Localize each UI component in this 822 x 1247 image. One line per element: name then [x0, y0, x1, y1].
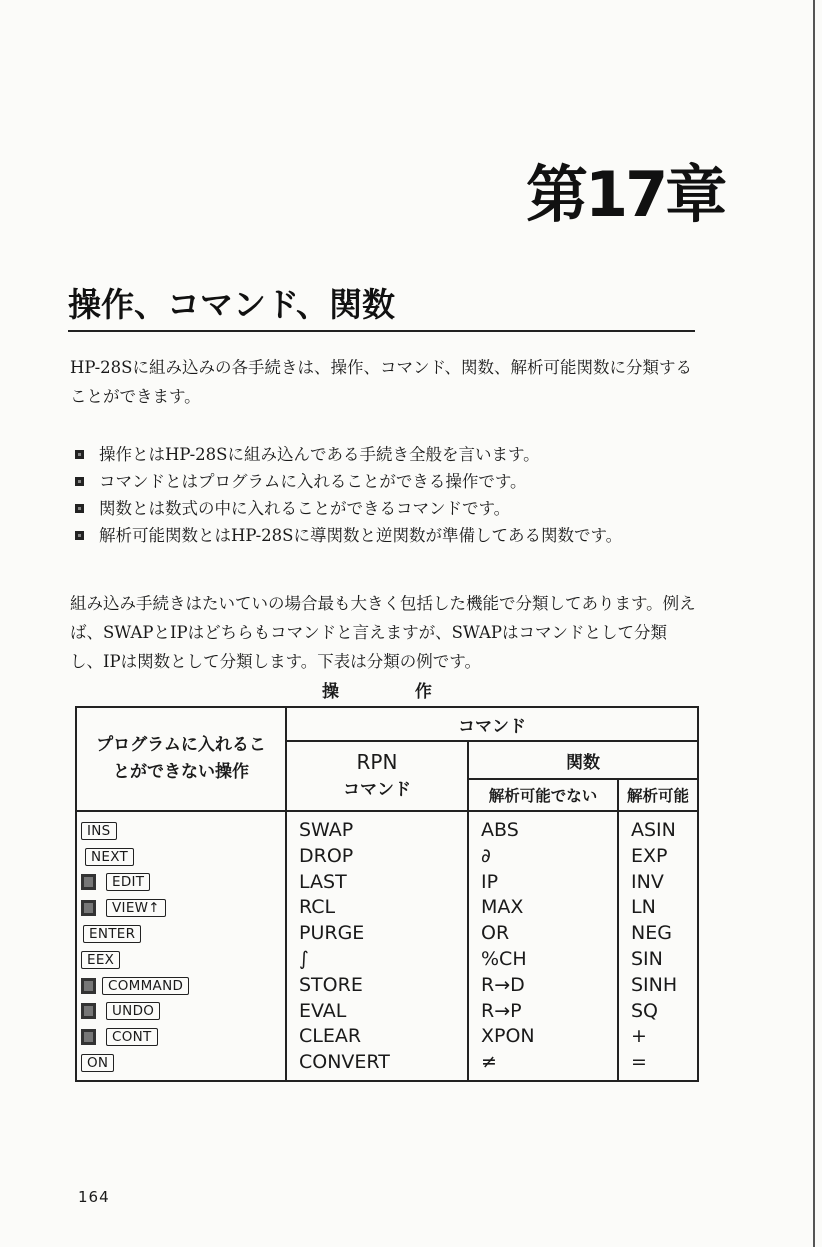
- page-number: 164: [78, 1188, 110, 1206]
- list-item: NEG: [631, 922, 672, 945]
- list-item: PURGE: [299, 922, 365, 945]
- table-row: [77, 844, 285, 870]
- shift-key-icon: [81, 874, 96, 890]
- header-functions: 関数: [468, 741, 698, 779]
- list-item: R→D: [481, 973, 525, 996]
- analytic-functions-column: [618, 811, 698, 1081]
- shift-key-icon: [81, 978, 96, 994]
- key-label: UNDO: [106, 1002, 160, 1020]
- key-label: CONT: [106, 1028, 158, 1046]
- list-item: INV: [631, 870, 664, 893]
- rpn-commands-column: [286, 811, 468, 1081]
- list-item: DROP: [299, 844, 354, 867]
- shift-key-icon: [81, 900, 96, 916]
- list-item: EXP: [631, 844, 668, 867]
- operations-table: [75, 706, 699, 1082]
- list-item: SQ: [631, 999, 659, 1022]
- table-row: [77, 870, 285, 896]
- list-item: MAX: [481, 896, 524, 919]
- table-row: [77, 1024, 285, 1050]
- list-item: =: [631, 1051, 647, 1074]
- key-label: ENTER: [83, 925, 141, 943]
- list-item: ∫: [299, 947, 309, 970]
- list-item: LN: [631, 896, 656, 919]
- list-item: XPON: [481, 1025, 535, 1048]
- definition-list: [72, 441, 702, 549]
- list-item: SWAP: [299, 819, 354, 841]
- square-bullet-icon: [75, 477, 84, 486]
- key-label: EEX: [81, 951, 120, 969]
- table-row: [77, 921, 285, 947]
- list-item: ABS: [481, 819, 519, 841]
- list-item: R→P: [481, 999, 522, 1022]
- title-underline: [68, 330, 695, 332]
- header-non-analytic: 解析可能でない: [468, 779, 618, 811]
- table-row: [77, 973, 285, 999]
- list-item: CONVERT: [299, 1051, 390, 1074]
- list-item: LAST: [299, 870, 347, 893]
- header-commands: コマンド: [286, 707, 698, 741]
- list-item: ∂: [481, 844, 491, 867]
- key-label: ON: [81, 1054, 114, 1072]
- list-item: 解析可能関数とはHP-28Sに導関数と逆関数が準備してある関数です。: [72, 522, 702, 549]
- list-item: 操作とはHP-28Sに組み込んである手続き全般を言います。: [72, 441, 702, 468]
- list-item: コマンドとはプログラムに入れることができる操作です。: [72, 468, 702, 495]
- list-item: +: [631, 1025, 647, 1048]
- header-analytic: 解析可能: [618, 779, 698, 811]
- list-item: 関数とは数式の中に入れることができるコマンドです。: [72, 495, 702, 522]
- list-item: RCL: [299, 896, 336, 919]
- shift-key-icon: [81, 1003, 96, 1019]
- section-title: 操作、コマンド、関数: [68, 285, 396, 324]
- list-item: OR: [481, 922, 510, 945]
- header-non-programmable: プログラムに入れることができない操作: [76, 707, 286, 811]
- key-label: COMMAND: [102, 977, 189, 995]
- list-item: STORE: [299, 973, 363, 996]
- square-bullet-icon: [75, 531, 84, 540]
- classification-paragraph: 組み込み手続きはたいていの場合最も大きく包括した機能で分類してあります。例えば、SWAPとIPはどちらもコマンドと言えますが、SWAPはコマンドとして分類し、IPは関数として分類します。下表は分類の例です。: [70, 594, 696, 671]
- key-label: EDIT: [106, 873, 150, 891]
- list-item: CLEAR: [299, 1025, 362, 1048]
- chapter-heading: 第17章: [526, 158, 725, 231]
- list-item: EVAL: [299, 999, 347, 1022]
- square-bullet-icon: [75, 504, 84, 513]
- key-operations-column: [76, 811, 286, 1081]
- list-item: ASIN: [631, 819, 676, 841]
- square-bullet-icon: [75, 450, 84, 459]
- page-edge-line: [813, 0, 815, 1247]
- table-caption: 操 作: [322, 682, 432, 702]
- key-label: INS: [81, 822, 117, 840]
- list-item: %CH: [481, 947, 527, 970]
- list-item: IP: [481, 870, 499, 893]
- table-row: [77, 895, 285, 921]
- list-item: SIN: [631, 947, 663, 970]
- header-rpn-commands: RPN コマンド: [286, 741, 468, 811]
- list-item: SINH: [631, 973, 678, 996]
- shift-key-icon: [81, 1029, 96, 1045]
- list-item: ≠: [481, 1051, 497, 1074]
- key-label: VIEW↑: [106, 899, 166, 917]
- table-row: [77, 947, 285, 973]
- intro-paragraph: HP-28Sに組み込みの各手続きは、操作、コマンド、関数、解析可能関数に分類することができます。: [70, 358, 692, 406]
- table-row: [77, 1050, 285, 1076]
- key-label: NEXT: [85, 848, 134, 866]
- non-analytic-functions-column: [468, 811, 618, 1081]
- table-row: [77, 818, 285, 844]
- table-row: [77, 999, 285, 1025]
